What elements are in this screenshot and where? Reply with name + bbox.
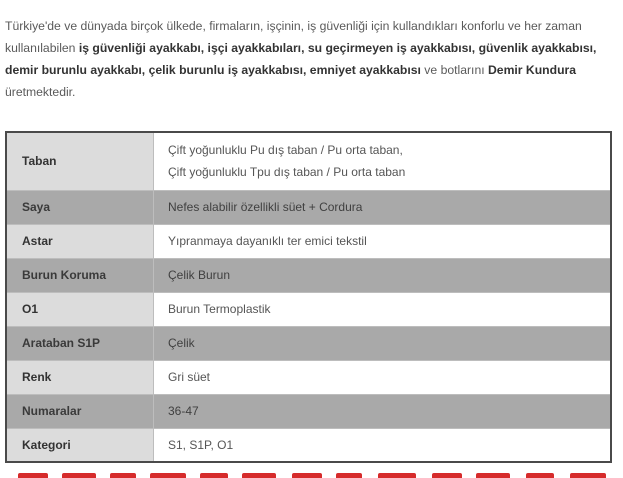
spec-value bbox=[154, 360, 612, 394]
intro-text: üretmektedir. bbox=[5, 85, 76, 100]
spec-value bbox=[154, 326, 612, 360]
spec-value-line: Nefes alabilir özellikli süet + Cordura bbox=[168, 200, 363, 214]
spec-value bbox=[154, 190, 612, 224]
intro-bold-text: Demir Kundura bbox=[488, 63, 577, 78]
spec-value-line: 36-47 bbox=[168, 404, 199, 418]
spec-label: Saya bbox=[6, 190, 154, 224]
spec-row bbox=[6, 224, 611, 258]
intro-text: Türkiye'de ve dünyada birçok ülkede, firmaların, işçinin, iş güvenliği için kullandıkları konforlu ve her zaman kullanılabilen bbox=[5, 19, 582, 56]
spec-value bbox=[154, 258, 612, 292]
spec-value-line: Çelik bbox=[168, 336, 195, 350]
intro-paragraph bbox=[5, 15, 617, 103]
spec-row bbox=[6, 360, 611, 394]
spec-value-line: Yıpranmaya dayanıklı ter emici tekstil bbox=[168, 234, 367, 248]
spec-label: Arataban S1P bbox=[6, 326, 154, 360]
spec-value bbox=[154, 292, 612, 326]
spec-value bbox=[154, 428, 612, 462]
spec-label: Numaralar bbox=[6, 394, 154, 428]
spec-value-line: Çelik Burun bbox=[168, 268, 231, 282]
spec-value-line: Gri süet bbox=[168, 370, 211, 384]
spec-label: Burun Koruma bbox=[6, 258, 154, 292]
spec-row bbox=[6, 132, 611, 190]
intro-bold-text: iş güvenliği ayakkabı, işçi ayakkabıları, su geçirmeyen iş ayakkabısı, güvenlik ayakkabısı, demir burunlu ayakkabı, çelik burunlu iş ayakkabısı, emniyet ayakkabısı bbox=[5, 41, 597, 78]
spec-value bbox=[154, 394, 612, 428]
spec-row bbox=[6, 394, 611, 428]
spec-value-line: Çift yoğunluklu Pu dış taban / Pu orta taban, bbox=[168, 143, 403, 158]
spec-table bbox=[5, 131, 612, 463]
spec-row bbox=[6, 190, 611, 224]
intro-text: ve botlarını bbox=[420, 63, 488, 78]
spec-label: O1 bbox=[6, 292, 154, 326]
spec-row bbox=[6, 428, 611, 462]
spec-row bbox=[6, 258, 611, 292]
spec-row bbox=[6, 326, 611, 360]
spec-row bbox=[6, 292, 611, 326]
spec-value-line: Burun Termoplastik bbox=[168, 302, 271, 316]
spec-label: Taban bbox=[6, 132, 154, 190]
red-banner-strip bbox=[0, 470, 623, 478]
spec-label: Renk bbox=[6, 360, 154, 394]
spec-value bbox=[154, 224, 612, 258]
spec-value-line: Çift yoğunluklu Tpu dış taban / Pu orta taban bbox=[168, 165, 406, 180]
spec-value-line: S1, S1P, O1 bbox=[168, 437, 234, 452]
spec-label: Astar bbox=[6, 224, 154, 258]
spec-label: Kategori bbox=[6, 428, 154, 462]
spec-value bbox=[154, 132, 612, 190]
